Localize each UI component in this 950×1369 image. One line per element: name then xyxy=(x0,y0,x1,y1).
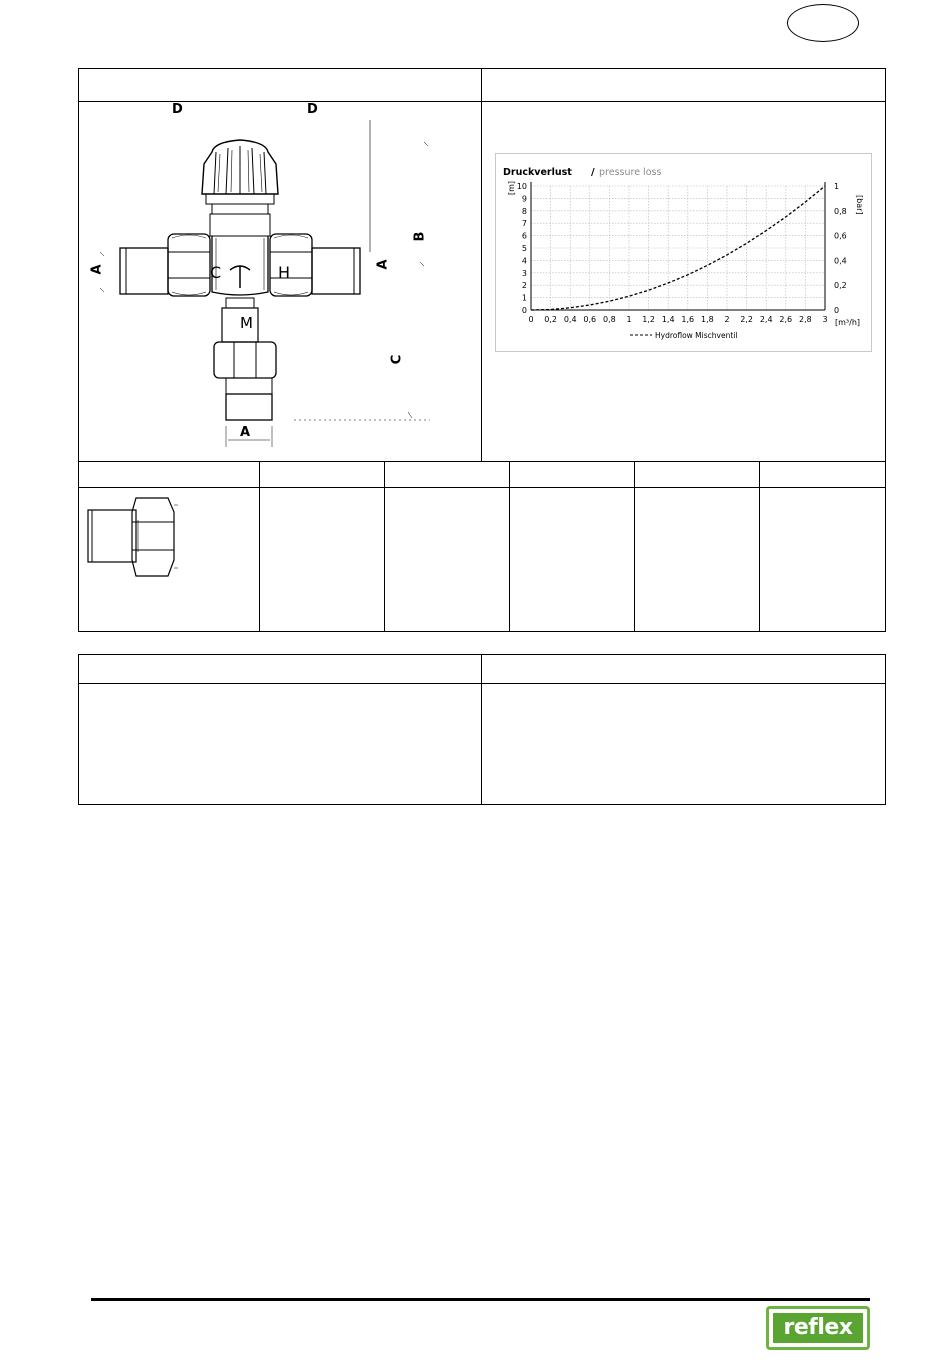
lower-table xyxy=(78,654,886,805)
y-left-tick-label: 2 xyxy=(521,281,527,291)
lower-column-divider xyxy=(481,654,482,805)
x-tick-label: 2,4 xyxy=(759,315,773,324)
x-tick-label: 2,6 xyxy=(779,315,793,324)
y-right-tick-label: 0,2 xyxy=(834,281,847,291)
x-tick-label: 1,6 xyxy=(681,315,695,324)
chart-title-separator: / xyxy=(591,167,595,178)
port-m-label: M xyxy=(240,314,253,332)
x-tick-label: 2,8 xyxy=(799,315,812,324)
port-h-label: H xyxy=(278,263,291,282)
upper-column-divider xyxy=(481,68,482,461)
x-tick-label: 0,8 xyxy=(603,315,616,324)
dim-label-c: C xyxy=(389,354,405,365)
chart-subtitle: pressure loss xyxy=(599,167,662,178)
y-right-tick-label: 0,4 xyxy=(834,256,847,266)
x-tick-label: 0,4 xyxy=(563,315,577,324)
x-tick-label: 0,2 xyxy=(544,315,557,324)
dim-label-a-left: A xyxy=(89,264,105,275)
mixing-valve-drawing xyxy=(80,102,480,460)
y-left-tick-label: 9 xyxy=(521,194,527,204)
y-right-tick-label: 0,8 xyxy=(834,206,847,216)
legend-label: Hydroflow Mischventil xyxy=(655,331,738,340)
y-left-tick-label: 7 xyxy=(521,219,527,229)
footer-rule xyxy=(91,1298,870,1301)
dim-label-d-right: D xyxy=(307,102,318,117)
y-left-tick-label: 3 xyxy=(521,268,527,278)
reflex-logo xyxy=(766,1306,870,1350)
y-axis-left-label: [m] xyxy=(507,180,516,195)
x-tick-label: 2,2 xyxy=(740,315,753,324)
spec-col-1 xyxy=(259,461,260,632)
dim-label-d-left: D xyxy=(172,102,183,117)
spec-col-2 xyxy=(384,461,385,632)
x-tick-label: 3 xyxy=(822,315,828,324)
reflex-logo-text: reflex xyxy=(773,1313,863,1343)
thermometer-icon xyxy=(230,266,250,288)
y-axis-right-label: [bar] xyxy=(855,195,864,215)
y-left-tick-label: 6 xyxy=(521,231,527,241)
port-c-label: C xyxy=(210,263,222,282)
page-marker-oval xyxy=(787,4,859,42)
fitting-sketch xyxy=(82,490,182,590)
x-tick-label: 2 xyxy=(724,315,730,324)
dim-label-b: B xyxy=(412,231,428,242)
y-left-tick-label: 4 xyxy=(521,256,527,266)
x-tick-label: 0 xyxy=(528,315,534,324)
y-left-tick-label: 1 xyxy=(521,293,527,303)
x-tick-label: 1,4 xyxy=(661,315,675,324)
x-axis-label: [m³/h] xyxy=(835,318,861,327)
y-left-tick-label: 5 xyxy=(521,244,527,253)
pressure-loss-chart xyxy=(495,153,872,352)
y-left-tick-label: 0 xyxy=(521,306,527,315)
x-tick-label: 0,6 xyxy=(583,315,597,324)
specs-row-top xyxy=(78,461,886,462)
specs-header-divider xyxy=(78,487,886,488)
x-tick-label: 1,8 xyxy=(701,315,714,324)
spec-col-4 xyxy=(634,461,635,632)
y-right-tick-label: 1 xyxy=(834,182,840,191)
chart-title: Druckverlust xyxy=(503,167,572,178)
dim-label-a-bottom: A xyxy=(240,425,251,440)
x-tick-label: 1,2 xyxy=(642,315,655,324)
spec-col-3 xyxy=(509,461,510,632)
y-right-tick-label: 0,6 xyxy=(834,231,847,241)
y-left-tick-label: 8 xyxy=(521,206,527,216)
dim-label-a-right: A xyxy=(375,259,391,270)
y-left-tick-label: 10 xyxy=(516,182,527,191)
spec-col-5 xyxy=(759,461,760,632)
x-tick-label: 1 xyxy=(626,315,632,324)
y-right-tick-label: 0 xyxy=(834,306,840,315)
lower-header-divider xyxy=(78,683,886,684)
